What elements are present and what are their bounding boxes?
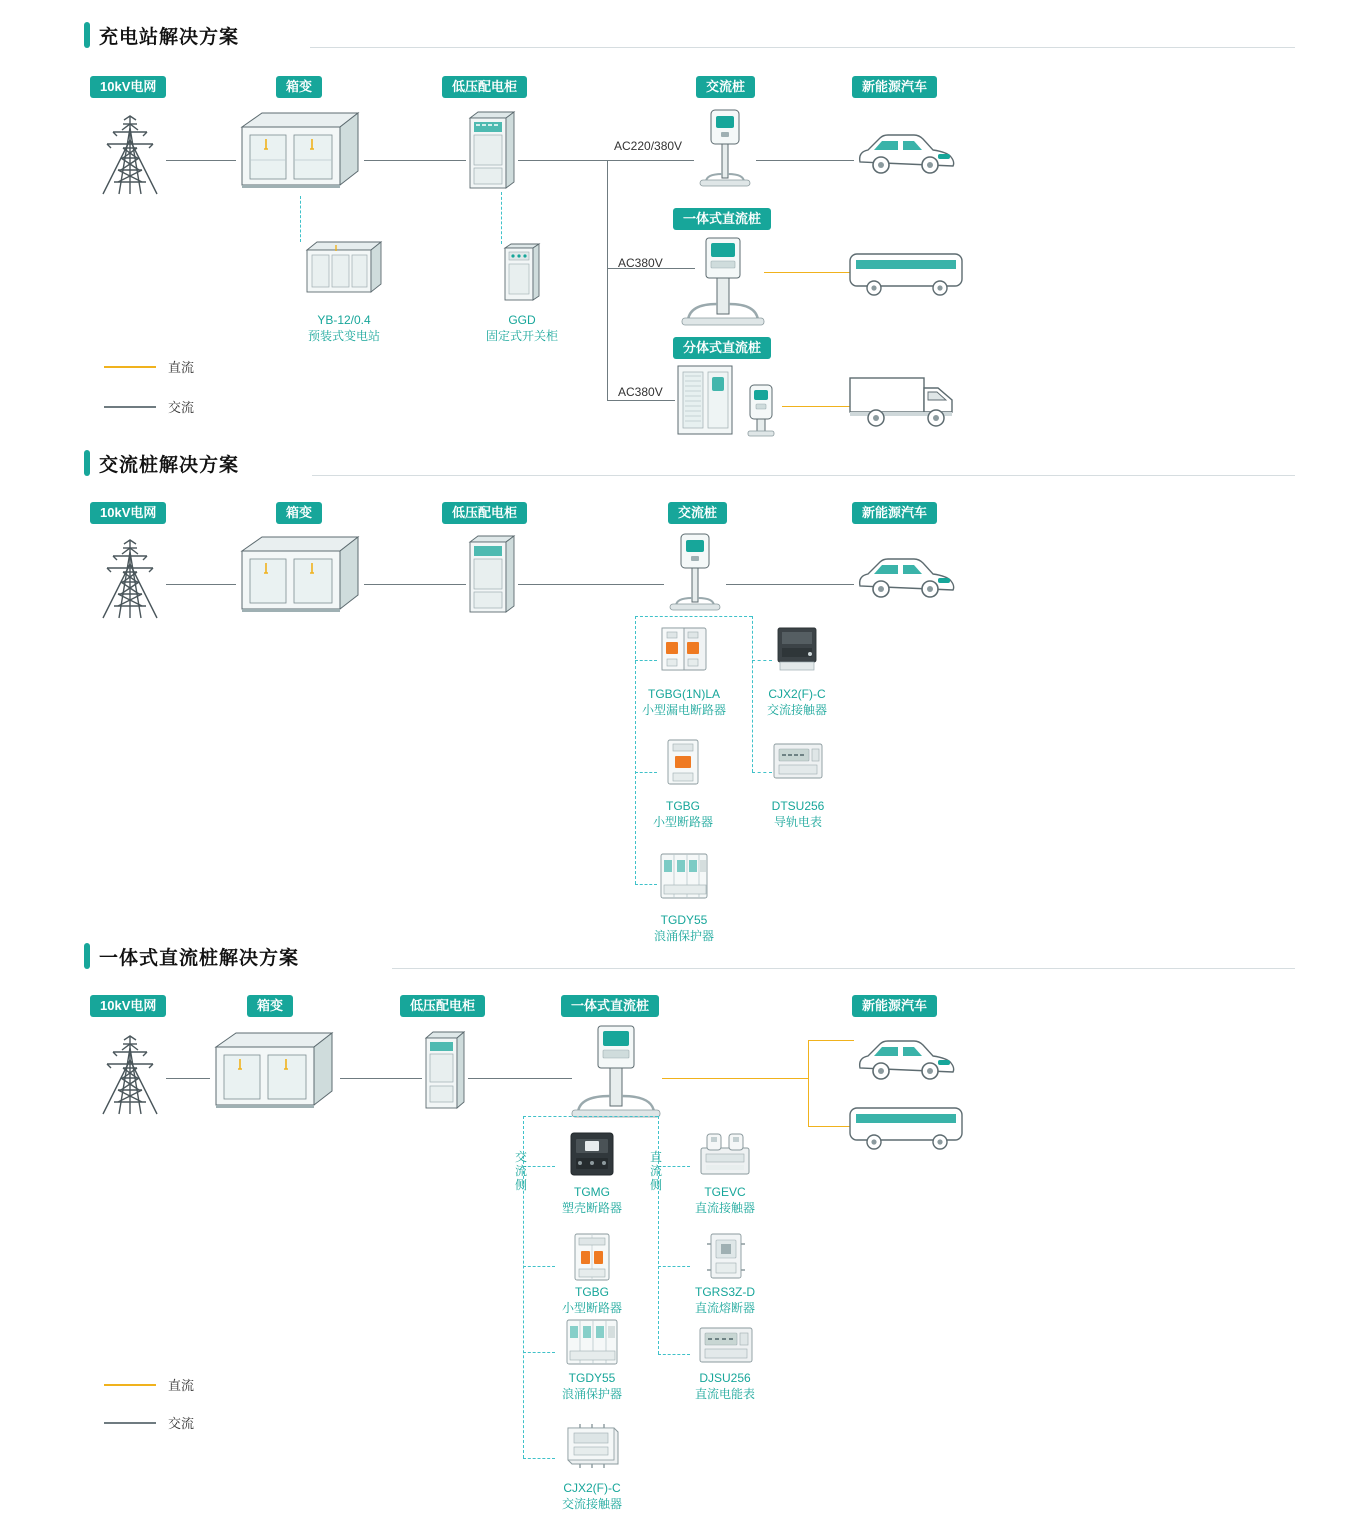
- legend-dc-label: 直流: [168, 1378, 195, 1393]
- component-cjx2-icon: [774, 624, 820, 674]
- voltage-ac220-380: AC220/380V: [614, 139, 683, 153]
- caption-djsu256: [665, 1370, 785, 1402]
- cjx2-desc: 交流接触器: [766, 703, 827, 717]
- legend-dc-line: [104, 1384, 156, 1386]
- legend-dc-line: [104, 366, 156, 368]
- legend-dc-1: [104, 357, 194, 376]
- caption-yb-name: [264, 312, 424, 344]
- tgevc-desc: 直流接触器: [694, 1201, 755, 1215]
- section-title: 一体式直流桩解决方案: [99, 947, 300, 969]
- tgbg3-desc: 小型断路器: [561, 1301, 622, 1315]
- caption-tgdy55-3: [532, 1370, 652, 1402]
- component-dtsu256-icon: [772, 742, 824, 782]
- dashed-to-tgdy55: [635, 884, 657, 885]
- component-tgrs3z-icon: [705, 1230, 747, 1282]
- tgdy55-3-name: TGDY55: [568, 1371, 616, 1385]
- lv-cabinet-icon-3: [422, 1028, 468, 1112]
- pill-grid-10kv-2: 10kV电网: [90, 502, 166, 524]
- connector-tower-to-box: [166, 160, 236, 161]
- legend-ac-label: 交流: [168, 400, 195, 415]
- cjx2-3-name: CJX2(F)-C: [563, 1481, 621, 1495]
- tgdy55-3-desc: 浪涌保护器: [561, 1387, 622, 1401]
- caption-tgbg: [623, 798, 743, 830]
- tgrs3z-name: TGRS3Z-D: [695, 1285, 755, 1299]
- ac-charging-pile-icon-2: [664, 530, 726, 616]
- legend-ac-line: [104, 406, 156, 408]
- connector-lv-to-pile-2: [518, 584, 664, 585]
- voltage-ac380-a: AC380V: [618, 256, 663, 270]
- dashed-box-to-yb: [300, 196, 301, 242]
- section-header-2: [84, 448, 239, 478]
- ggd-cabinet-icon: [502, 240, 542, 304]
- dashed-to-tgbg-3: [523, 1266, 555, 1267]
- connector-tower-to-box-2: [166, 584, 236, 585]
- section-accent-bar: [84, 22, 90, 48]
- pill-lv-cabinet: 低压配电柜: [442, 76, 527, 98]
- dtsu256-name: DTSU256: [771, 799, 825, 813]
- djsu256-name: DJSU256: [699, 1371, 751, 1385]
- pill-box-substation-2: 箱变: [276, 502, 322, 524]
- ggd-name: GGD: [508, 313, 536, 327]
- connector-tower-to-box-3: [166, 1078, 210, 1079]
- tgmg-desc: 塑壳断路器: [561, 1201, 622, 1215]
- connector-box-to-lv-3: [340, 1078, 422, 1079]
- nev-car-icon: [854, 124, 958, 178]
- ggd-desc: 固定式开关柜: [485, 329, 558, 343]
- caption-tgbg-3: [532, 1284, 652, 1316]
- pill-nev-3: 新能源汽车: [852, 995, 937, 1017]
- legend-ac-1: [104, 397, 194, 416]
- yb-desc: 预装式变电站: [307, 329, 380, 343]
- dashed-to-tgbg: [635, 772, 657, 773]
- lv-cabinet-icon: [466, 108, 518, 192]
- transmission-tower-icon-3: [93, 1030, 167, 1118]
- side-label-dc: 直 流 侧: [649, 1150, 662, 1192]
- tgmg-name: TGMG: [574, 1185, 610, 1199]
- connector-pile-to-vehicles: [662, 1078, 808, 1079]
- box-substation-icon-3: [210, 1025, 338, 1115]
- connector-box-to-lv: [364, 160, 466, 161]
- dtsu256-desc: 导轨电表: [773, 815, 822, 829]
- pill-ac-pile-2: 交流桩: [668, 502, 727, 524]
- transmission-tower-icon: [93, 110, 167, 198]
- tgevc-name: TGEVC: [704, 1185, 746, 1199]
- pill-dc-integrated: 一体式直流桩: [673, 208, 771, 230]
- tgdy55-desc: 浪涌保护器: [653, 929, 714, 943]
- tgbg1nla-desc: 小型漏电断路器: [641, 703, 726, 717]
- box-substation-icon-2: [236, 529, 364, 619]
- connector-pile-to-car-2: [726, 584, 854, 585]
- dashed-lv-to-ggd: [501, 192, 502, 244]
- dc-integrated-pile-icon-3: [570, 1022, 662, 1122]
- dc-integrated-pile-icon: [680, 234, 766, 330]
- connector-bus-to-dc-split: [607, 400, 675, 401]
- dashed-to-tgrs3z: [658, 1266, 690, 1267]
- ac-charging-pile-icon: [694, 106, 756, 192]
- dc-split-terminal-icon: [744, 383, 778, 437]
- caption-cjx2-3: [532, 1480, 652, 1512]
- box-substation-icon: [236, 105, 364, 195]
- legend-ac-3: [104, 1413, 194, 1432]
- dc-split-cabinet-icon: [676, 364, 734, 436]
- section-title: 交流桩解决方案: [99, 454, 240, 476]
- dashed-pile-branch-top: [635, 616, 752, 617]
- component-cjx2-icon-3: [560, 1420, 622, 1474]
- component-djsu256-icon: [698, 1326, 754, 1366]
- lv-cabinet-icon-2: [466, 532, 518, 616]
- component-tgbg-icon-3: [572, 1232, 612, 1282]
- legend-ac-line: [104, 1422, 156, 1424]
- cjx2-name: CJX2(F)-C: [768, 687, 826, 701]
- tgrs3z-desc: 直流熔断器: [694, 1301, 755, 1315]
- truck-icon: [848, 374, 964, 430]
- section-title: 充电站解决方案: [99, 26, 240, 48]
- section-rule: [310, 47, 1295, 48]
- tgbg3-name: TGBG: [574, 1285, 609, 1299]
- connector-lv-to-bus: [518, 160, 694, 161]
- legend-ac-label: 交流: [168, 1416, 195, 1431]
- component-tgbg-icon: [665, 738, 701, 786]
- pill-nev: 新能源汽车: [852, 76, 937, 98]
- pill-ac-pile: 交流桩: [696, 76, 755, 98]
- connector-lv-to-pile-3: [468, 1078, 572, 1079]
- yb-substation-icon: [303, 238, 385, 300]
- transmission-tower-icon-2: [93, 534, 167, 622]
- connector-pile-to-car: [756, 160, 854, 161]
- djsu256-desc: 直流电能表: [694, 1387, 755, 1401]
- component-tgdy55-icon-3: [564, 1318, 620, 1366]
- section-accent-bar: [84, 450, 90, 476]
- caption-dtsu256: [738, 798, 858, 830]
- tgbg-name: TGBG: [665, 799, 700, 813]
- dashed-to-tgdy55-3: [523, 1352, 555, 1353]
- caption-tgevc: [665, 1184, 785, 1216]
- component-tgevc-icon: [697, 1132, 753, 1178]
- pill-box-substation-3: 箱变: [247, 995, 293, 1017]
- pill-grid-10kv-3: 10kV电网: [90, 995, 166, 1017]
- pill-lv-cabinet-3: 低压配电柜: [400, 995, 485, 1017]
- tgdy55-name: TGDY55: [660, 913, 708, 927]
- dashed-to-djsu256: [658, 1354, 690, 1355]
- caption-cjx2: [737, 686, 857, 718]
- component-tgmg-icon: [568, 1130, 616, 1178]
- section-header-3: [84, 941, 299, 971]
- pill-dc-split: 分体式直流桩: [673, 337, 771, 359]
- dashed-to-cjx2-3: [523, 1458, 555, 1459]
- nev-car-icon-3: [854, 1030, 958, 1084]
- pill-nev-2: 新能源汽车: [852, 502, 937, 524]
- pill-dc-integrated-3: 一体式直流桩: [561, 995, 659, 1017]
- section-header-1: [84, 20, 239, 50]
- pill-box-substation: 箱变: [276, 76, 322, 98]
- connector-dc-integrated-to-bus: [764, 272, 850, 273]
- vehicle-branch-vertical: [808, 1040, 809, 1126]
- dashed-pile-branch-top-3: [523, 1116, 658, 1117]
- voltage-ac380-b: AC380V: [618, 385, 663, 399]
- caption-tgdy55: [624, 912, 744, 944]
- legend-dc-label: 直流: [168, 360, 195, 375]
- yb-name: YB-12/0.4: [317, 313, 371, 327]
- caption-tgmg: [532, 1184, 652, 1216]
- caption-ggd-name: [462, 312, 582, 344]
- legend-dc-3: [104, 1375, 194, 1394]
- dashed-to-cjx2: [752, 660, 772, 661]
- tgbg1nla-name: TGBG(1N)LA: [647, 687, 720, 701]
- dashed-pile-left-trunk: [635, 616, 636, 884]
- pill-lv-cabinet-2: 低压配电柜: [442, 502, 527, 524]
- connector-branch-to-car: [808, 1040, 854, 1041]
- component-tgbg1nla-icon: [658, 626, 710, 674]
- connector-dc-split-to-truck: [782, 406, 850, 407]
- tgbg-desc: 小型断路器: [652, 815, 713, 829]
- bus-icon-3: [848, 1104, 964, 1152]
- dashed-to-tgbg1nla: [635, 660, 657, 661]
- side-label-ac: 交 流 侧: [514, 1150, 527, 1192]
- pill-grid-10kv: 10kV电网: [90, 76, 166, 98]
- connector-box-to-lv-2: [364, 584, 466, 585]
- section-accent-bar: [84, 943, 90, 969]
- dashed-to-dtsu256: [752, 772, 772, 773]
- caption-tgrs3z: [665, 1284, 785, 1316]
- section-rule: [392, 968, 1295, 969]
- bus-vertical: [607, 160, 608, 400]
- component-tgdy55-icon: [658, 852, 710, 900]
- nev-car-icon-2: [854, 548, 958, 602]
- section-rule: [312, 475, 1295, 476]
- cjx2-3-desc: 交流接触器: [561, 1497, 622, 1511]
- bus-icon: [848, 250, 964, 298]
